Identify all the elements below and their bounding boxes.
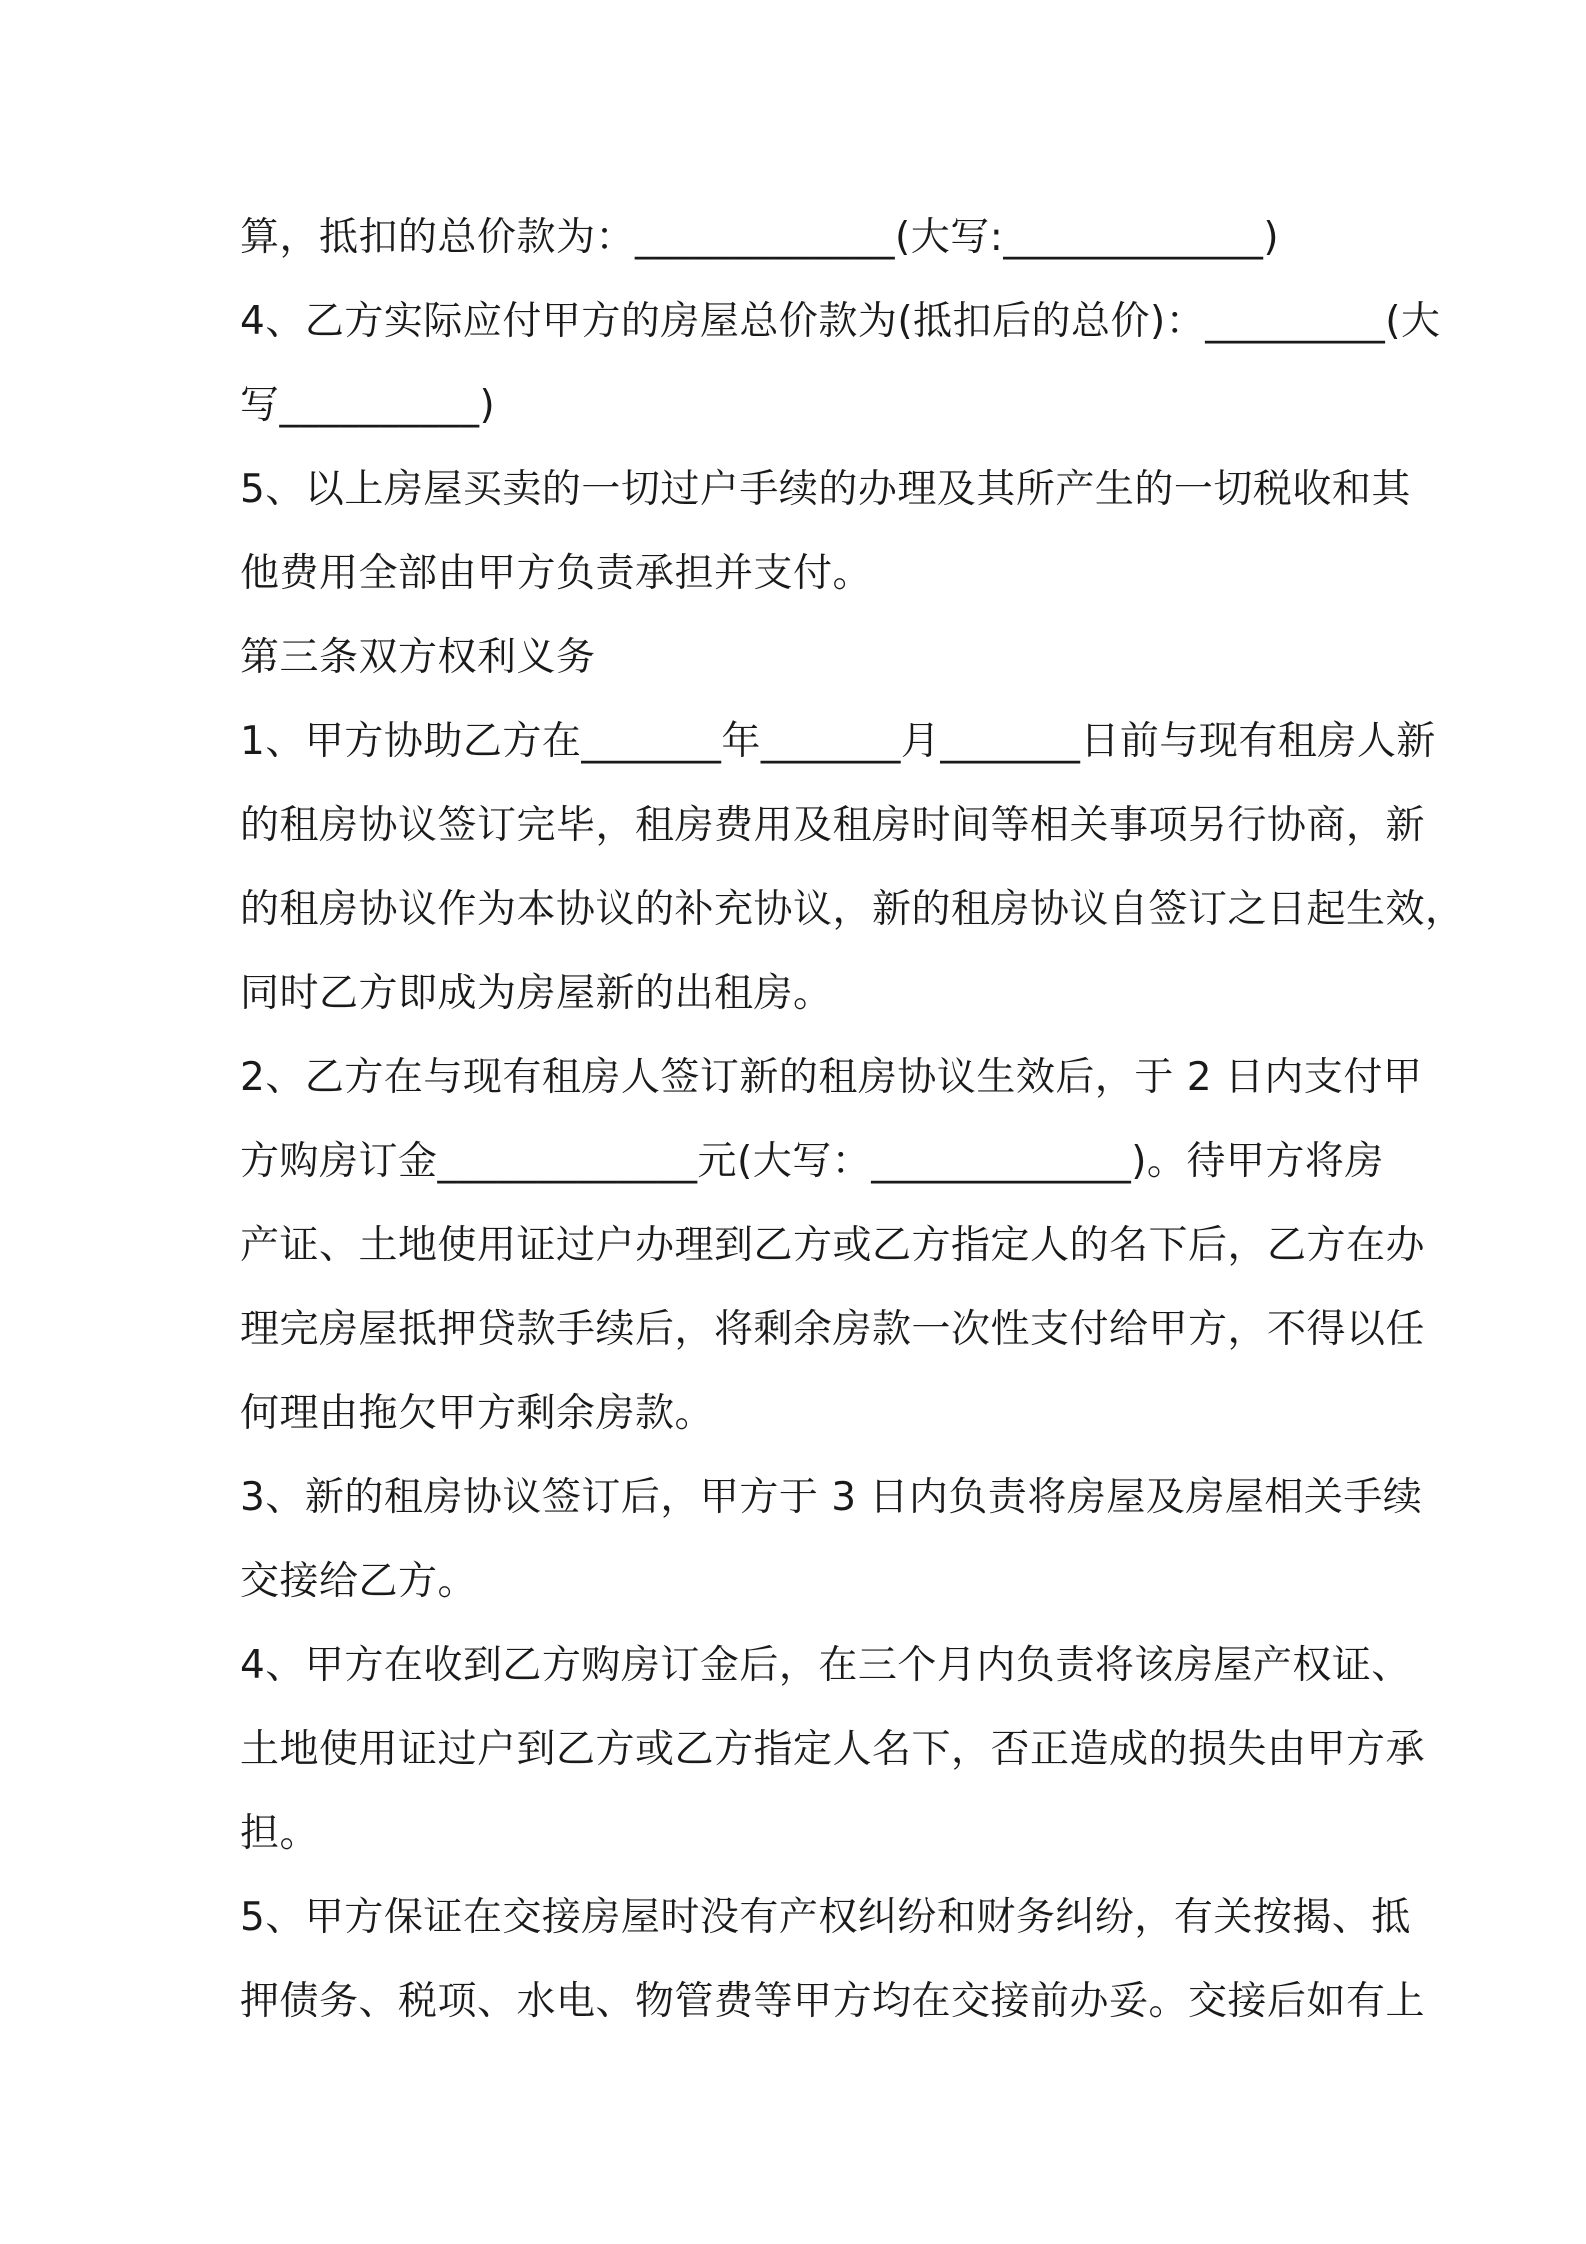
text-line: 押债务、税项、水电、物管费等甲方均在交接前办妥。交接后如有上 [240,1979,1426,2024]
text-line: 3、新的租房协议签订后，甲方于 3 日内负责将房屋及房屋相关手续 [240,1475,1423,1520]
text-line: 交接给乙方。 [240,1559,478,1604]
text-line: 写__________) [240,383,496,428]
text-line: 产证、土地使用证过户办理到乙方或乙方指定人的名下后，乙方在办 [240,1223,1426,1268]
text-line: 4、乙方实际应付甲方的房屋总价款为(抵扣后的总价)：_________(大 [240,299,1441,344]
document-body [240,196,1465,2044]
text-line: 方购房订金_____________元(大写：_____________)。待甲方将房 [240,1139,1384,1184]
text-line: 担。 [240,1811,320,1856]
text-line: 4、甲方在收到乙方购房订金后，在三个月内负责将该房屋产权证、 [240,1643,1411,1688]
text-line: 他费用全部由甲方负责承担并支付。 [240,551,873,596]
section-heading: 第三条双方权利义务 [240,635,596,680]
text-line: 1、甲方协助乙方在_______年_______月_______日前与现有租房人新 [240,719,1436,764]
text-line: 算，抵扣的总价款为：_____________(大写:_____________) [240,215,1280,260]
text-line: 的租房协议作为本协议的补充协议，新的租房协议自签订之日起生效， [240,887,1465,932]
text-line: 2、乙方在与现有租房人签订新的租房协议生效后，于 2 日内支付甲 [240,1055,1423,1100]
text-line: 同时乙方即成为房屋新的出租房。 [240,971,833,1016]
text-line: 何理由拖欠甲方剩余房款。 [240,1391,715,1436]
text-line: 的租房协议签订完毕，租房费用及租房时间等相关事项另行协商，新 [240,803,1426,848]
text-line: 5、以上房屋买卖的一切过户手续的办理及其所产生的一切税收和其 [240,467,1411,512]
text-line: 土地使用证过户到乙方或乙方指定人名下，否正造成的损失由甲方承 [240,1727,1426,1772]
text-line: 5、甲方保证在交接房屋时没有产权纠纷和财务纠纷，有关按揭、抵 [240,1895,1411,1940]
text-line: 理完房屋抵押贷款手续后，将剩余房款一次性支付给甲方，不得以任 [240,1307,1426,1352]
